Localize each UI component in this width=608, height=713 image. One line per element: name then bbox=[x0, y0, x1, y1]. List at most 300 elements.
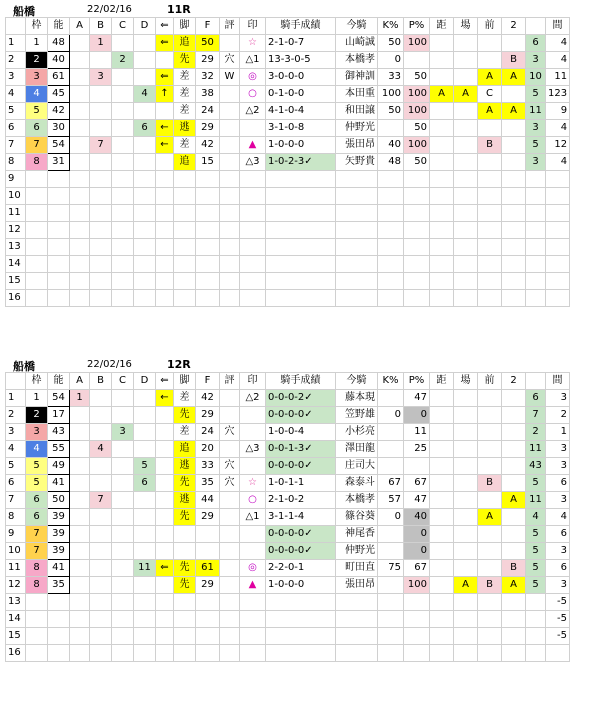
cell-distance[interactable] bbox=[430, 256, 454, 273]
cell-row-number[interactable]: 9 bbox=[6, 526, 26, 543]
cell-p-pct[interactable] bbox=[404, 205, 430, 222]
cell-ability[interactable] bbox=[48, 594, 70, 611]
cell-row-number[interactable]: 6 bbox=[6, 475, 26, 492]
cell-ability[interactable]: 39 bbox=[48, 509, 70, 526]
cell-ability[interactable]: 41 bbox=[48, 475, 70, 492]
cell-k-pct[interactable] bbox=[378, 222, 404, 239]
cell-row-number[interactable]: 1 bbox=[6, 35, 26, 52]
cell-ability[interactable]: 17 bbox=[48, 407, 70, 424]
cell-row-number[interactable]: 11 bbox=[6, 560, 26, 577]
cell-mark[interactable]: ▲ bbox=[240, 577, 266, 594]
cell-front[interactable] bbox=[478, 543, 502, 560]
cell-col-d[interactable] bbox=[134, 35, 156, 52]
cell-col-c[interactable] bbox=[112, 205, 134, 222]
cell-col-a[interactable] bbox=[70, 424, 90, 441]
cell-style[interactable]: 差 bbox=[174, 137, 196, 154]
cell-k-pct[interactable]: 100 bbox=[378, 86, 404, 103]
cell-col-d[interactable] bbox=[134, 239, 156, 256]
cell-col-a[interactable] bbox=[70, 69, 90, 86]
cell-col-a[interactable] bbox=[70, 594, 90, 611]
cell-rating[interactable] bbox=[220, 594, 240, 611]
cell-arrow[interactable]: ← bbox=[156, 137, 174, 154]
cell-style[interactable]: 追 bbox=[174, 441, 196, 458]
cell-arrow[interactable] bbox=[156, 594, 174, 611]
cell-col-c[interactable] bbox=[112, 628, 134, 645]
cell-rating[interactable] bbox=[220, 645, 240, 662]
cell-rank[interactable] bbox=[526, 188, 546, 205]
cell-f-score[interactable]: 15 bbox=[196, 154, 220, 171]
cell-gap[interactable]: 9 bbox=[546, 103, 570, 120]
cell-col-b[interactable]: 7 bbox=[90, 492, 112, 509]
cell-mark[interactable]: ☆ bbox=[240, 35, 266, 52]
cell-rating[interactable] bbox=[220, 171, 240, 188]
cell-jockey[interactable]: 森泰斗 bbox=[336, 475, 378, 492]
cell-k-pct[interactable]: 40 bbox=[378, 137, 404, 154]
cell-mark[interactable] bbox=[240, 543, 266, 560]
cell-p-pct[interactable]: 50 bbox=[404, 154, 430, 171]
cell-rank[interactable]: 6 bbox=[526, 35, 546, 52]
cell-rank[interactable]: 5 bbox=[526, 526, 546, 543]
cell-rank[interactable]: 11 bbox=[526, 492, 546, 509]
cell-f-score[interactable]: 44 bbox=[196, 492, 220, 509]
cell-distance[interactable] bbox=[430, 611, 454, 628]
cell-col-a[interactable] bbox=[70, 256, 90, 273]
cell-jockey[interactable] bbox=[336, 628, 378, 645]
cell-jockey-record[interactable] bbox=[266, 290, 336, 307]
cell-arrow[interactable] bbox=[156, 256, 174, 273]
cell-jockey-record[interactable]: 0-0-0-0✓ bbox=[266, 407, 336, 424]
cell-row-number[interactable]: 4 bbox=[6, 86, 26, 103]
cell-style[interactable]: 差 bbox=[174, 103, 196, 120]
cell-gap[interactable] bbox=[546, 171, 570, 188]
cell-style[interactable] bbox=[174, 273, 196, 290]
cell-jockey-record[interactable]: 0-0-0-2✓ bbox=[266, 390, 336, 407]
cell-distance[interactable] bbox=[430, 222, 454, 239]
cell-rank[interactable]: 5 bbox=[526, 560, 546, 577]
cell-jockey[interactable]: 笠野雄 bbox=[336, 407, 378, 424]
cell-row-number[interactable]: 14 bbox=[6, 611, 26, 628]
cell-ability[interactable]: 30 bbox=[48, 120, 70, 137]
cell-f-score[interactable] bbox=[196, 526, 220, 543]
cell-frame[interactable]: 1 bbox=[26, 390, 48, 407]
cell-ability[interactable]: 39 bbox=[48, 543, 70, 560]
cell-distance[interactable] bbox=[430, 594, 454, 611]
cell-col-c[interactable] bbox=[112, 154, 134, 171]
cell-col-d[interactable] bbox=[134, 154, 156, 171]
cell-second[interactable] bbox=[502, 390, 526, 407]
cell-second[interactable] bbox=[502, 86, 526, 103]
cell-row-number[interactable]: 9 bbox=[6, 171, 26, 188]
cell-gap[interactable]: 6 bbox=[546, 560, 570, 577]
cell-jockey-record[interactable]: 0-0-0-0✓ bbox=[266, 526, 336, 543]
cell-col-c[interactable] bbox=[112, 239, 134, 256]
cell-col-c[interactable] bbox=[112, 458, 134, 475]
cell-course[interactable] bbox=[454, 222, 478, 239]
cell-col-c[interactable] bbox=[112, 577, 134, 594]
cell-course[interactable] bbox=[454, 171, 478, 188]
cell-col-c[interactable] bbox=[112, 103, 134, 120]
cell-front[interactable] bbox=[478, 154, 502, 171]
cell-col-b[interactable] bbox=[90, 407, 112, 424]
cell-gap[interactable]: 3 bbox=[546, 458, 570, 475]
cell-k-pct[interactable] bbox=[378, 171, 404, 188]
cell-col-b[interactable] bbox=[90, 577, 112, 594]
cell-f-score[interactable] bbox=[196, 611, 220, 628]
cell-jockey-record[interactable]: 0-0-0-0✓ bbox=[266, 543, 336, 560]
cell-rating[interactable] bbox=[220, 492, 240, 509]
cell-mark[interactable]: △1 bbox=[240, 509, 266, 526]
cell-frame[interactable]: 3 bbox=[26, 69, 48, 86]
cell-style[interactable] bbox=[174, 205, 196, 222]
cell-col-c[interactable]: 3 bbox=[112, 424, 134, 441]
cell-f-score[interactable]: 33 bbox=[196, 458, 220, 475]
cell-front[interactable] bbox=[478, 273, 502, 290]
cell-k-pct[interactable]: 0 bbox=[378, 407, 404, 424]
cell-arrow[interactable] bbox=[156, 154, 174, 171]
cell-frame[interactable]: 2 bbox=[26, 52, 48, 69]
cell-col-b[interactable] bbox=[90, 594, 112, 611]
cell-f-score[interactable]: 29 bbox=[196, 120, 220, 137]
cell-distance[interactable] bbox=[430, 273, 454, 290]
cell-p-pct[interactable]: 50 bbox=[404, 69, 430, 86]
cell-ability[interactable]: 35 bbox=[48, 577, 70, 594]
cell-jockey-record[interactable]: 4-1-0-4 bbox=[266, 103, 336, 120]
cell-ability[interactable] bbox=[48, 239, 70, 256]
cell-distance[interactable] bbox=[430, 543, 454, 560]
cell-k-pct[interactable] bbox=[378, 543, 404, 560]
cell-second[interactable]: A bbox=[502, 69, 526, 86]
cell-jockey-record[interactable] bbox=[266, 273, 336, 290]
cell-front[interactable] bbox=[478, 188, 502, 205]
cell-col-d[interactable] bbox=[134, 407, 156, 424]
cell-row-number[interactable]: 12 bbox=[6, 222, 26, 239]
cell-row-number[interactable]: 13 bbox=[6, 594, 26, 611]
cell-ability[interactable]: 45 bbox=[48, 86, 70, 103]
cell-ability[interactable]: 42 bbox=[48, 103, 70, 120]
cell-p-pct[interactable]: 67 bbox=[404, 475, 430, 492]
cell-rating[interactable] bbox=[220, 154, 240, 171]
cell-style[interactable] bbox=[174, 543, 196, 560]
cell-gap[interactable]: 3 bbox=[546, 492, 570, 509]
cell-gap[interactable]: 11 bbox=[546, 69, 570, 86]
cell-col-c[interactable] bbox=[112, 407, 134, 424]
cell-k-pct[interactable]: 33 bbox=[378, 69, 404, 86]
cell-distance[interactable] bbox=[430, 290, 454, 307]
cell-row-number[interactable]: 13 bbox=[6, 239, 26, 256]
cell-col-a[interactable] bbox=[70, 137, 90, 154]
cell-rank[interactable]: 2 bbox=[526, 424, 546, 441]
cell-rank[interactable] bbox=[526, 594, 546, 611]
cell-gap[interactable] bbox=[546, 222, 570, 239]
cell-row-number[interactable]: 12 bbox=[6, 577, 26, 594]
cell-second[interactable] bbox=[502, 441, 526, 458]
cell-col-b[interactable]: 1 bbox=[90, 35, 112, 52]
cell-mark[interactable] bbox=[240, 645, 266, 662]
cell-ability[interactable]: 40 bbox=[48, 52, 70, 69]
cell-jockey-record[interactable] bbox=[266, 611, 336, 628]
cell-col-d[interactable]: 4 bbox=[134, 86, 156, 103]
cell-arrow[interactable] bbox=[156, 290, 174, 307]
cell-col-b[interactable] bbox=[90, 424, 112, 441]
cell-distance[interactable] bbox=[430, 205, 454, 222]
cell-col-a[interactable] bbox=[70, 611, 90, 628]
cell-style[interactable] bbox=[174, 526, 196, 543]
cell-frame[interactable]: 4 bbox=[26, 441, 48, 458]
cell-jockey-record[interactable]: 1-0-1-1 bbox=[266, 475, 336, 492]
cell-front[interactable] bbox=[478, 222, 502, 239]
cell-mark[interactable] bbox=[240, 628, 266, 645]
cell-p-pct[interactable]: 100 bbox=[404, 35, 430, 52]
cell-front[interactable] bbox=[478, 628, 502, 645]
cell-rating[interactable] bbox=[220, 273, 240, 290]
cell-frame[interactable] bbox=[26, 222, 48, 239]
cell-col-a[interactable] bbox=[70, 628, 90, 645]
cell-frame[interactable]: 6 bbox=[26, 120, 48, 137]
cell-f-score[interactable] bbox=[196, 222, 220, 239]
cell-rating[interactable] bbox=[220, 526, 240, 543]
cell-gap[interactable]: 4 bbox=[546, 52, 570, 69]
cell-distance[interactable] bbox=[430, 526, 454, 543]
cell-style[interactable]: 差 bbox=[174, 424, 196, 441]
cell-jockey[interactable] bbox=[336, 171, 378, 188]
cell-rating[interactable] bbox=[220, 120, 240, 137]
cell-col-a[interactable] bbox=[70, 103, 90, 120]
cell-frame[interactable] bbox=[26, 171, 48, 188]
cell-rank[interactable]: 5 bbox=[526, 577, 546, 594]
cell-f-score[interactable] bbox=[196, 256, 220, 273]
cell-style[interactable] bbox=[174, 290, 196, 307]
cell-style[interactable] bbox=[174, 171, 196, 188]
cell-distance[interactable]: A bbox=[430, 86, 454, 103]
cell-course[interactable] bbox=[454, 239, 478, 256]
cell-row-number[interactable]: 15 bbox=[6, 628, 26, 645]
cell-jockey[interactable]: 町田直 bbox=[336, 560, 378, 577]
cell-distance[interactable] bbox=[430, 69, 454, 86]
cell-ability[interactable] bbox=[48, 290, 70, 307]
cell-gap[interactable]: 3 bbox=[546, 441, 570, 458]
cell-arrow[interactable] bbox=[156, 239, 174, 256]
cell-rating[interactable] bbox=[220, 441, 240, 458]
cell-mark[interactable] bbox=[240, 222, 266, 239]
cell-jockey-record[interactable] bbox=[266, 645, 336, 662]
cell-row-number[interactable]: 16 bbox=[6, 645, 26, 662]
cell-second[interactable]: A bbox=[502, 577, 526, 594]
cell-ability[interactable] bbox=[48, 645, 70, 662]
cell-second[interactable] bbox=[502, 475, 526, 492]
cell-distance[interactable] bbox=[430, 458, 454, 475]
cell-front[interactable] bbox=[478, 424, 502, 441]
cell-rating[interactable] bbox=[220, 256, 240, 273]
cell-frame[interactable] bbox=[26, 188, 48, 205]
cell-arrow[interactable] bbox=[156, 526, 174, 543]
cell-arrow[interactable]: ↑ bbox=[156, 86, 174, 103]
cell-col-d[interactable] bbox=[134, 645, 156, 662]
cell-distance[interactable] bbox=[430, 120, 454, 137]
cell-p-pct[interactable]: 0 bbox=[404, 543, 430, 560]
cell-p-pct[interactable] bbox=[404, 611, 430, 628]
cell-p-pct[interactable]: 100 bbox=[404, 103, 430, 120]
cell-col-b[interactable] bbox=[90, 543, 112, 560]
cell-distance[interactable] bbox=[430, 35, 454, 52]
cell-p-pct[interactable] bbox=[404, 458, 430, 475]
cell-jockey[interactable]: 本橋孝 bbox=[336, 492, 378, 509]
cell-mark[interactable] bbox=[240, 526, 266, 543]
cell-arrow[interactable]: ← bbox=[156, 120, 174, 137]
cell-frame[interactable]: 7 bbox=[26, 543, 48, 560]
cell-p-pct[interactable] bbox=[404, 273, 430, 290]
cell-distance[interactable] bbox=[430, 424, 454, 441]
cell-jockey-record[interactable]: 3-0-0-0 bbox=[266, 69, 336, 86]
cell-col-d[interactable] bbox=[134, 526, 156, 543]
cell-mark[interactable]: △3 bbox=[240, 154, 266, 171]
cell-second[interactable] bbox=[502, 407, 526, 424]
cell-jockey[interactable] bbox=[336, 239, 378, 256]
cell-p-pct[interactable] bbox=[404, 256, 430, 273]
cell-second[interactable]: A bbox=[502, 492, 526, 509]
cell-rating[interactable]: 穴 bbox=[220, 424, 240, 441]
cell-gap[interactable]: 6 bbox=[546, 526, 570, 543]
cell-col-b[interactable] bbox=[90, 526, 112, 543]
cell-jockey[interactable]: 仲野光 bbox=[336, 543, 378, 560]
cell-second[interactable] bbox=[502, 645, 526, 662]
cell-front[interactable]: B bbox=[478, 577, 502, 594]
cell-col-a[interactable] bbox=[70, 239, 90, 256]
cell-rank[interactable]: 5 bbox=[526, 543, 546, 560]
cell-col-a[interactable] bbox=[70, 52, 90, 69]
cell-col-a[interactable] bbox=[70, 543, 90, 560]
cell-row-number[interactable]: 5 bbox=[6, 458, 26, 475]
cell-rating[interactable]: W bbox=[220, 69, 240, 86]
cell-p-pct[interactable]: 40 bbox=[404, 509, 430, 526]
cell-p-pct[interactable]: 67 bbox=[404, 560, 430, 577]
cell-col-d[interactable] bbox=[134, 492, 156, 509]
cell-frame[interactable]: 7 bbox=[26, 526, 48, 543]
cell-f-score[interactable]: 20 bbox=[196, 441, 220, 458]
cell-rating[interactable] bbox=[220, 290, 240, 307]
cell-jockey-record[interactable]: 1-0-0-0 bbox=[266, 137, 336, 154]
cell-col-d[interactable] bbox=[134, 273, 156, 290]
cell-front[interactable]: A bbox=[478, 509, 502, 526]
cell-col-d[interactable] bbox=[134, 628, 156, 645]
cell-second[interactable]: A bbox=[502, 103, 526, 120]
cell-arrow[interactable] bbox=[156, 509, 174, 526]
cell-row-number[interactable]: 1 bbox=[6, 390, 26, 407]
cell-gap[interactable] bbox=[546, 205, 570, 222]
cell-col-d[interactable] bbox=[134, 290, 156, 307]
cell-col-d[interactable] bbox=[134, 69, 156, 86]
cell-second[interactable] bbox=[502, 120, 526, 137]
cell-col-a[interactable] bbox=[70, 577, 90, 594]
cell-course[interactable] bbox=[454, 611, 478, 628]
cell-col-c[interactable] bbox=[112, 256, 134, 273]
cell-front[interactable] bbox=[478, 458, 502, 475]
cell-distance[interactable] bbox=[430, 52, 454, 69]
cell-distance[interactable] bbox=[430, 154, 454, 171]
cell-gap[interactable] bbox=[546, 273, 570, 290]
cell-k-pct[interactable] bbox=[378, 645, 404, 662]
cell-frame[interactable] bbox=[26, 645, 48, 662]
cell-col-c[interactable] bbox=[112, 171, 134, 188]
cell-col-b[interactable] bbox=[90, 188, 112, 205]
cell-mark[interactable]: ▲ bbox=[240, 137, 266, 154]
cell-frame[interactable] bbox=[26, 205, 48, 222]
cell-arrow[interactable] bbox=[156, 103, 174, 120]
cell-col-d[interactable] bbox=[134, 52, 156, 69]
cell-k-pct[interactable] bbox=[378, 526, 404, 543]
cell-front[interactable]: C bbox=[478, 86, 502, 103]
cell-rank[interactable]: 43 bbox=[526, 458, 546, 475]
cell-second[interactable] bbox=[502, 171, 526, 188]
cell-frame[interactable]: 8 bbox=[26, 560, 48, 577]
cell-arrow[interactable] bbox=[156, 628, 174, 645]
cell-p-pct[interactable]: 100 bbox=[404, 577, 430, 594]
cell-mark[interactable] bbox=[240, 424, 266, 441]
cell-jockey[interactable]: 和田譲 bbox=[336, 103, 378, 120]
cell-ability[interactable]: 55 bbox=[48, 441, 70, 458]
cell-rank[interactable]: 11 bbox=[526, 441, 546, 458]
cell-style[interactable]: 先 bbox=[174, 509, 196, 526]
cell-course[interactable] bbox=[454, 475, 478, 492]
cell-style[interactable] bbox=[174, 628, 196, 645]
cell-arrow[interactable]: ⇐ bbox=[156, 35, 174, 52]
cell-row-number[interactable]: 8 bbox=[6, 154, 26, 171]
cell-course[interactable] bbox=[454, 137, 478, 154]
cell-f-score[interactable]: 42 bbox=[196, 390, 220, 407]
cell-mark[interactable] bbox=[240, 120, 266, 137]
cell-front[interactable]: A bbox=[478, 103, 502, 120]
cell-f-score[interactable] bbox=[196, 594, 220, 611]
cell-distance[interactable] bbox=[430, 560, 454, 577]
cell-arrow[interactable] bbox=[156, 205, 174, 222]
cell-col-b[interactable] bbox=[90, 154, 112, 171]
cell-course[interactable] bbox=[454, 492, 478, 509]
cell-mark[interactable]: ◎ bbox=[240, 560, 266, 577]
cell-jockey-record[interactable] bbox=[266, 171, 336, 188]
cell-mark[interactable] bbox=[240, 458, 266, 475]
cell-jockey-record[interactable]: 2-1-0-2 bbox=[266, 492, 336, 509]
cell-p-pct[interactable] bbox=[404, 594, 430, 611]
cell-jockey-record[interactable] bbox=[266, 205, 336, 222]
cell-k-pct[interactable]: 50 bbox=[378, 103, 404, 120]
cell-style[interactable] bbox=[174, 239, 196, 256]
cell-jockey[interactable]: 藤本現 bbox=[336, 390, 378, 407]
cell-row-number[interactable]: 14 bbox=[6, 256, 26, 273]
cell-jockey-record[interactable]: 3-1-1-4 bbox=[266, 509, 336, 526]
cell-rank[interactable]: 5 bbox=[526, 86, 546, 103]
cell-row-number[interactable]: 6 bbox=[6, 120, 26, 137]
cell-col-c[interactable] bbox=[112, 492, 134, 509]
cell-rank[interactable]: 4 bbox=[526, 509, 546, 526]
cell-front[interactable] bbox=[478, 290, 502, 307]
cell-col-d[interactable] bbox=[134, 390, 156, 407]
cell-p-pct[interactable]: 100 bbox=[404, 137, 430, 154]
cell-col-c[interactable] bbox=[112, 594, 134, 611]
cell-rank[interactable]: 5 bbox=[526, 137, 546, 154]
cell-rating[interactable] bbox=[220, 35, 240, 52]
cell-style[interactable]: 先 bbox=[174, 577, 196, 594]
cell-col-b[interactable] bbox=[90, 390, 112, 407]
cell-style[interactable]: 逃 bbox=[174, 458, 196, 475]
cell-rank[interactable] bbox=[526, 171, 546, 188]
cell-k-pct[interactable] bbox=[378, 239, 404, 256]
cell-k-pct[interactable] bbox=[378, 290, 404, 307]
cell-col-a[interactable] bbox=[70, 171, 90, 188]
cell-second[interactable] bbox=[502, 222, 526, 239]
cell-second[interactable] bbox=[502, 35, 526, 52]
cell-style[interactable]: 先 bbox=[174, 407, 196, 424]
cell-row-number[interactable]: 7 bbox=[6, 137, 26, 154]
cell-course[interactable]: A bbox=[454, 86, 478, 103]
